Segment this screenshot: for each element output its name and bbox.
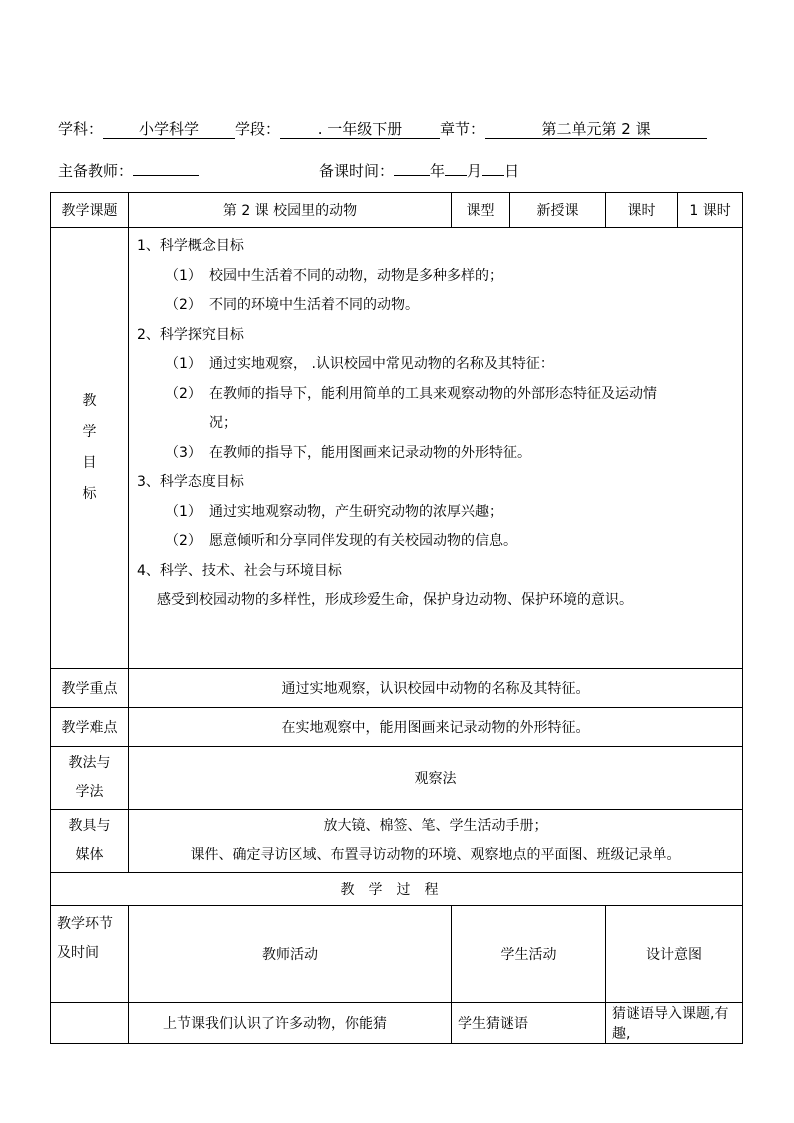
- chapter-value: 第二单元第 2 课: [485, 120, 707, 139]
- topic-value: 第 2 课 校园里的动物: [129, 193, 452, 228]
- type-label: 课型: [452, 193, 510, 228]
- row-difficulty: [51, 708, 743, 747]
- stage-value: . 一年级下册: [280, 120, 440, 139]
- period-value: 1 课时: [678, 193, 743, 228]
- stage-label: 学段：: [235, 120, 281, 138]
- row-tools: [51, 810, 743, 873]
- method-label: 教法与 学法: [51, 747, 129, 810]
- goal-section-title: 4、科学、技术、社会与环境目标: [137, 562, 342, 579]
- tools-label: 教具与 媒体: [51, 810, 129, 873]
- col-design-header: 设计意图: [606, 906, 743, 1003]
- goal-section-title: 3、科学态度目标: [137, 474, 244, 490]
- process-stage-cell: [51, 1003, 129, 1044]
- difficulty-label: 教学难点: [51, 708, 129, 747]
- goal-item: （2） 在教师的指导下，能利用简单的工具来观察动物的外部形态特征及运动情: [165, 385, 657, 402]
- key-point-label: 教学重点: [51, 669, 129, 708]
- process-design-cell: 猜谜语导入课题,有趣,: [606, 1003, 743, 1044]
- year-suffix: 年: [430, 162, 446, 180]
- type-value: 新授课: [510, 193, 606, 228]
- process-student-cell: 学生猜谜语: [452, 1003, 606, 1044]
- goal-item: （2） 愿意倾听和分享同伴发现的有关校园动物的信息。: [165, 533, 517, 549]
- tools-line: 课件、确定寻访区域、布置寻访动物的环境、观察地点的平面图、班级记录单。: [190, 847, 681, 863]
- topic-label: 教学课题: [51, 193, 129, 228]
- month-blank: [445, 175, 467, 176]
- process-title: 教学过程: [51, 873, 743, 906]
- goal-text: 感受到校园动物的多样性，形成珍爱生命，保护身边动物、保护环境的意识。: [157, 592, 633, 608]
- row-goals: [51, 228, 743, 669]
- day-blank: [482, 175, 504, 176]
- col-stage-header: 教学环节 及时间: [51, 906, 129, 1003]
- header-line-subject: [58, 118, 707, 139]
- month-suffix: 月: [467, 162, 483, 180]
- day-suffix: 日: [504, 162, 520, 180]
- lesson-plan-table: [50, 192, 743, 1044]
- process-teacher-cell: 上节课我们认识了许多动物，你能猜: [129, 1003, 452, 1044]
- goals-label-char: 教: [82, 393, 97, 409]
- teacher-label: 主备教师：: [58, 162, 134, 180]
- subject-label: 学科：: [58, 120, 104, 138]
- goal-item: （1） 通过实地观察动物，产生研究动物的浓厚兴趣；: [165, 503, 503, 520]
- goal-section-title: 1、科学概念目标: [137, 238, 244, 254]
- key-point-value: 通过实地观察，认识校园中动物的名称及其特征。: [129, 669, 743, 708]
- period-label: 课时: [606, 193, 678, 228]
- difficulty-value: 在实地观察中，能用图画来记录动物的外形特征。: [129, 708, 743, 747]
- time-label: 备课时间：: [319, 162, 395, 180]
- goals-label-char: 标: [82, 486, 97, 502]
- tools-line: 放大镜、棉签、笔、学生活动手册；: [323, 818, 548, 834]
- chapter-label: 章节：: [440, 120, 486, 138]
- goals-label-char: 学: [82, 424, 97, 440]
- method-value: 观察法: [129, 747, 743, 810]
- tools-value: [129, 810, 743, 873]
- col-teacher-header: 教师活动: [129, 906, 452, 1003]
- row-key-point: [51, 669, 743, 708]
- goal-item: （3） 在教师的指导下，能用图画来记录动物的外形特征。: [165, 444, 531, 461]
- year-blank: [394, 175, 430, 176]
- header-line-teacher: [58, 160, 519, 181]
- goals-label: [51, 228, 129, 669]
- goals-label-char: 目: [82, 455, 97, 471]
- teacher-value: [133, 175, 199, 176]
- table-row: [51, 1003, 743, 1044]
- row-method: [51, 747, 743, 810]
- goal-item: （1） 通过实地观察， .认识校园中常见动物的名称及其特征：: [165, 356, 554, 372]
- goal-item: （2） 不同的环境中生活着不同的动物。: [165, 297, 419, 313]
- goal-item-continuation: 况；: [209, 415, 237, 431]
- col-student-header: 学生活动: [452, 906, 606, 1003]
- goal-item: （1） 校园中生活着不同的动物，动物是多种多样的；: [165, 267, 503, 284]
- subject-value: 小学科学: [103, 120, 235, 139]
- row-process-headers: [51, 906, 743, 1003]
- goals-content: [129, 228, 743, 669]
- row-process-title: [51, 873, 743, 906]
- row-topic: [51, 193, 743, 228]
- goal-section-title: 2、科学探究目标: [137, 326, 244, 343]
